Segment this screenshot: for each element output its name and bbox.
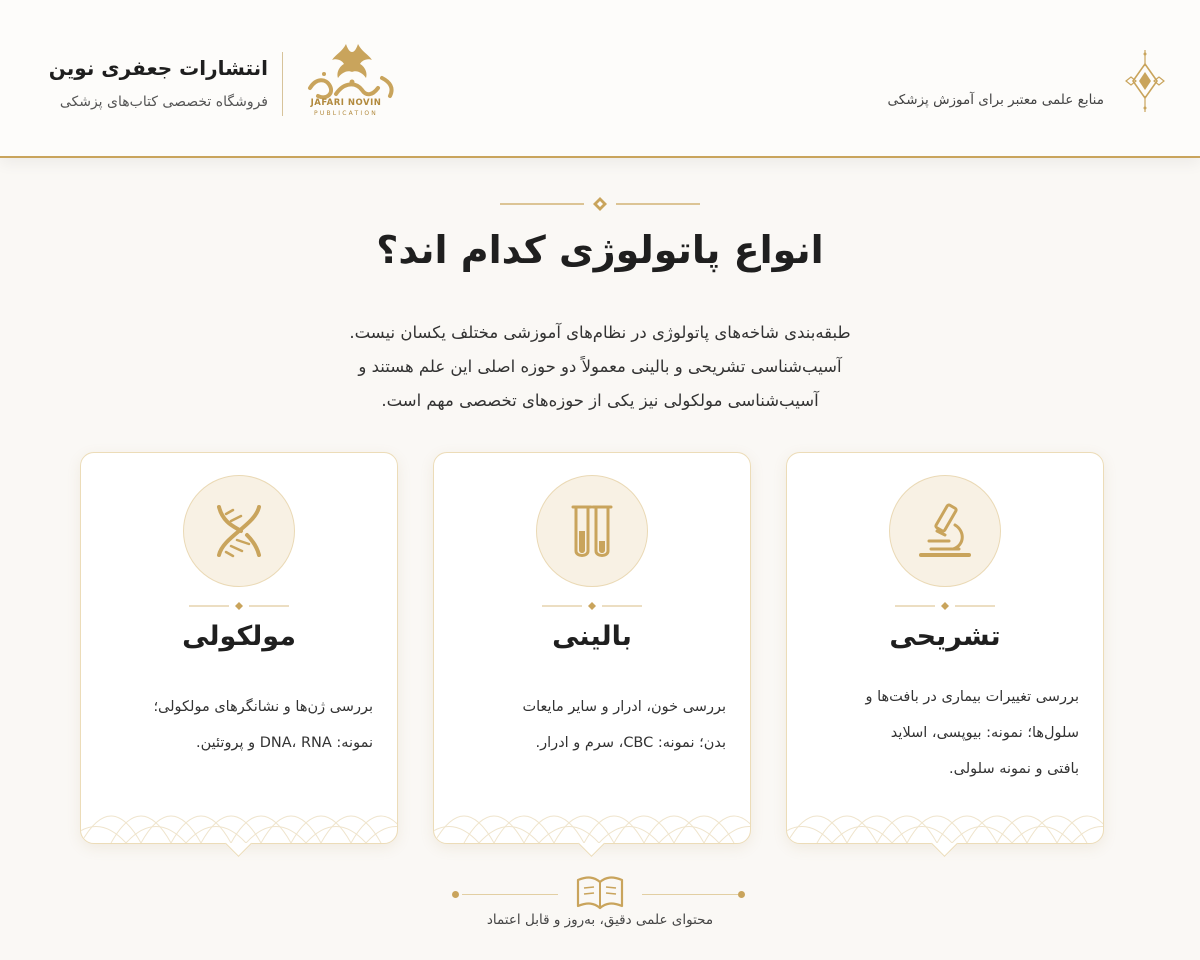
- card-description: [105, 689, 373, 761]
- corner-ornament-icon: [1120, 50, 1170, 112]
- icon-circle: [889, 475, 1001, 587]
- brand-subtitle: فروشگاه تخصصی کتاب‌های پزشکی: [59, 94, 268, 110]
- intro-line: طبقه‌بندی شاخه‌های پاتولوژی در نظام‌های آموزشی مختلف یکسان نیست.: [349, 323, 851, 342]
- card-title: تشریحی: [889, 621, 1001, 652]
- card-description: [458, 689, 726, 761]
- intro-line: آسیب‌شناسی تشریحی و بالینی معمولاً دو حوزه اصلی این علم هستند و: [358, 357, 842, 376]
- card-molecular: [80, 452, 398, 844]
- page-title: انواع پاتولوژی کدام اند؟: [376, 228, 824, 272]
- card-pattern: [434, 777, 750, 843]
- card-anatomical: [786, 452, 1104, 844]
- card-line: بررسی تغییرات بیماری در بافت‌ها و: [865, 689, 1079, 705]
- tagline: منابع علمی معتبر برای آموزش پزشکی: [887, 92, 1104, 108]
- icon-circle: [536, 475, 648, 587]
- card-line: نمونه: DNA، RNA و پروتئین.: [196, 735, 373, 751]
- logo-text-publication: PUBLICATION: [314, 110, 378, 117]
- card-line: سلول‌ها؛ نمونه: بیوپسی، اسلاید: [890, 725, 1079, 741]
- footer-line: [462, 894, 558, 895]
- header: [0, 0, 1200, 158]
- title-ornament: [500, 196, 700, 212]
- test-tubes-icon: [562, 501, 622, 561]
- logo-text-en: JAFARI NOVIN: [310, 98, 382, 108]
- footer-line: [642, 894, 738, 895]
- card-divider: [542, 601, 642, 611]
- footer-text: محتوای علمی دقیق، به‌روز و قابل اعتماد: [486, 912, 714, 928]
- card-line: بررسی خون، ادرار و سایر مایعات: [522, 699, 726, 715]
- card-title: مولکولی: [182, 621, 296, 652]
- card-description: [811, 679, 1079, 787]
- card-divider: [895, 601, 995, 611]
- open-book-icon: [574, 872, 626, 912]
- card-line: بدن؛ نمونه: CBC، سرم و ادرار.: [535, 735, 726, 751]
- card-divider: [189, 601, 289, 611]
- card-pattern: [81, 777, 397, 843]
- intro-line: آسیب‌شناسی مولکولی نیز یکی از حوزه‌های تخصصی مهم است.: [381, 391, 819, 410]
- card-line: بررسی ژن‌ها و نشانگرهای مولکولی؛: [153, 699, 373, 715]
- icon-circle: [183, 475, 295, 587]
- footer-dot: [738, 891, 745, 898]
- intro-paragraph: [260, 316, 940, 418]
- card-title: بالینی: [552, 621, 632, 652]
- dna-icon: [209, 501, 269, 561]
- card-clinical: [433, 452, 751, 844]
- brand-divider: [282, 52, 283, 116]
- microscope-icon: [915, 501, 975, 561]
- brand-title: انتشارات جعفری نوین: [48, 56, 268, 80]
- card-line: بافتی و نمونه سلولی.: [949, 761, 1079, 777]
- footer-dot: [452, 891, 459, 898]
